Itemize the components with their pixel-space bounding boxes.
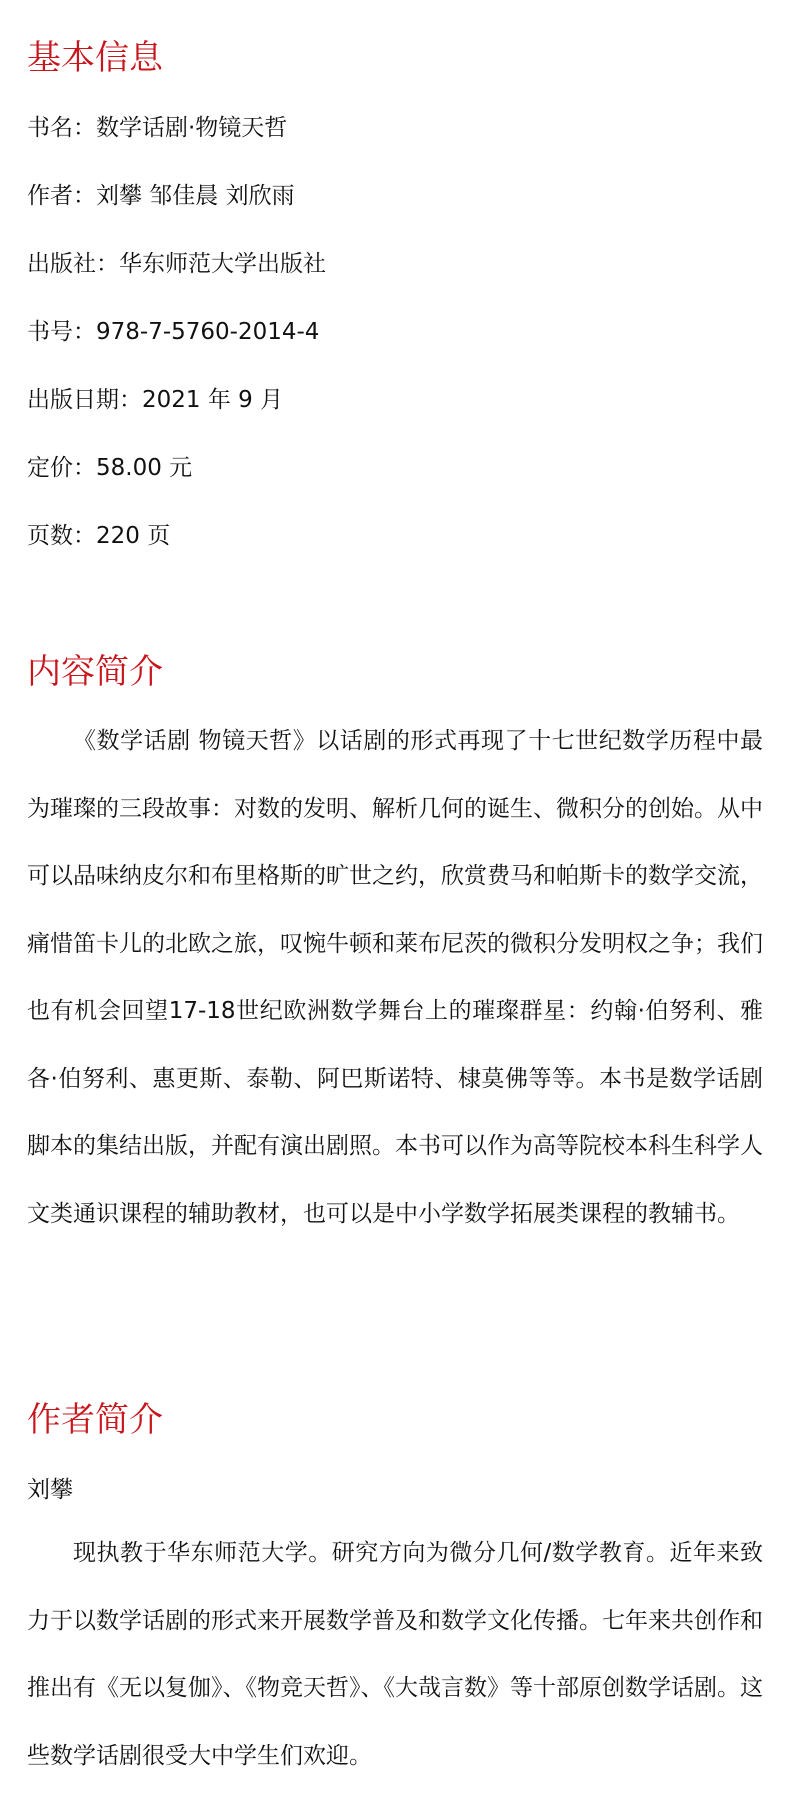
author-name: 刘攀 [27, 1477, 73, 1503]
info-row-publish-date: 出版日期：2021 年 9 月 [27, 387, 284, 413]
info-row-price: 定价：58.00 元 [27, 455, 193, 481]
author-intro-heading: 作者简介 [27, 1400, 163, 1440]
author-intro-text: 现执教于华东师范大学。研究方向为微分几何/数学教育。近年来致力于以数学话剧的形式来开展数学普及和数学文化传播。七年来共创作和推出有《无以复伽》、《物竞天哲》、《大哉言数》等十部原创数学话剧。这些数学话剧很受大中学生们欢迎。 [27, 1540, 763, 1769]
info-row-publisher: 出版社：华东师范大学出版社 [27, 251, 326, 277]
info-row-isbn: 书号：978-7-5760-2014-4 [27, 319, 320, 345]
info-row-book-title: 书名：数学话剧·物镜天哲 [27, 115, 288, 141]
basic-info-heading: 基本信息 [27, 38, 163, 78]
content-intro-text: 《数学话剧 物镜天哲》以话剧的形式再现了十七世纪数学历程中最为璀璨的三段故事：对数的发明、解析几何的诞生、微积分的创始。从中可以品味纳皮尔和布里格斯的旷世之约，欣赏费马和帕斯卡的数学交流，痛惜笛卡儿的北欧之旅，叹惋牛顿和莱布尼茨的微积分发明权之争；我们也有机会回望17-18世纪欧洲数学舞台上的璀璨群星：约翰·伯努利、雅各·伯努利、惠更斯、泰勒、阿巴斯诺特、棣莫佛等等。本书是数学话剧脚本的集结出版，并配有演出剧照。本书可以作为高等院校本科生科学人文类通识课程的辅助教材，也可以是中小学数学拓展类课程的教辅书。 [27, 728, 763, 1227]
info-row-pages: 页数：220 页 [27, 523, 171, 549]
content-intro-heading: 内容简介 [27, 652, 163, 692]
info-row-authors: 作者：刘攀 邹佳晨 刘欣雨 [27, 183, 295, 209]
